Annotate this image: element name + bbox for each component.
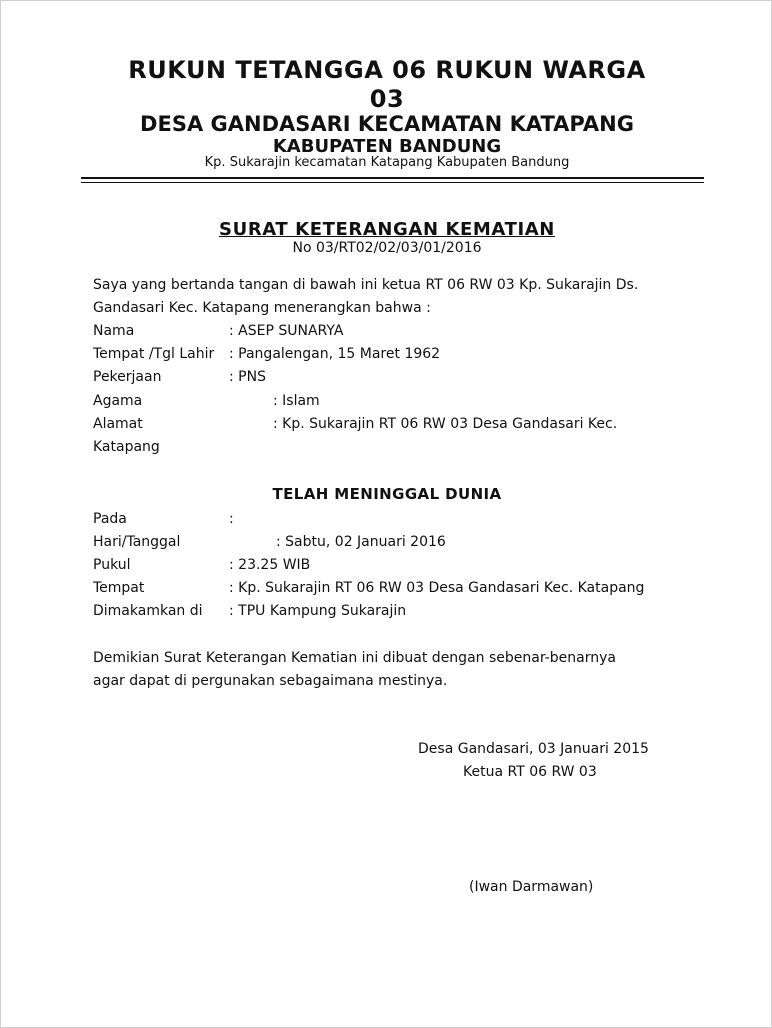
letter-title: SURAT KETERANGAN KEMATIAN — [219, 219, 555, 240]
hari-tanggal-label: Hari/Tanggal — [93, 534, 181, 550]
letter-subtitle: TELAH MENINGGAL DUNIA — [272, 485, 502, 503]
tempat-label: Tempat — [93, 580, 145, 596]
ttl-value: : Pangalengan, 15 Maret 1962 — [229, 346, 441, 362]
nama-label: Nama — [93, 323, 135, 339]
header-line-2: 03 — [369, 85, 405, 113]
intro-line-2: Gandasari Kec. Katapang menerangkan bahwa : — [93, 300, 431, 316]
closing-line-1: Demikian Surat Keterangan Kematian ini dibuat dengan sebenar-benarnya — [93, 650, 616, 666]
pekerjaan-value: : PNS — [229, 369, 266, 385]
signature-name: (Iwan Darmawan) — [469, 879, 594, 895]
header-line-1: RUKUN TETANGGA 06 RUKUN WARGA — [128, 56, 646, 84]
hari-tanggal-value: : Sabtu, 02 Januari 2016 — [276, 534, 446, 550]
dimakamkan-value: : TPU Kampung Sukarajin — [229, 603, 407, 619]
nama-value: : ASEP SUNARYA — [229, 323, 344, 339]
dimakamkan-label: Dimakamkan di — [93, 603, 203, 619]
pukul-value: : 23.25 WIB — [229, 557, 311, 573]
signature-place-date: Desa Gandasari, 03 Januari 2015 — [418, 741, 649, 757]
pukul-label: Pukul — [93, 557, 131, 573]
signature-position: Ketua RT 06 RW 03 — [463, 764, 597, 780]
intro-line-1: Saya yang bertanda tangan di bawah ini ketua RT 06 RW 03 Kp. Sukarajin Ds. — [93, 277, 639, 293]
alamat-continuation: Katapang — [93, 439, 160, 455]
pekerjaan-label: Pekerjaan — [93, 369, 162, 385]
pada-value: : — [229, 511, 234, 527]
header-rule-thin — [81, 182, 704, 183]
agama-value: : Islam — [273, 393, 320, 409]
tempat-value: : Kp. Sukarajin RT 06 RW 03 Desa Gandasari Kec. Katapang — [229, 580, 645, 596]
letter-number: No 03/RT02/02/03/01/2016 — [292, 240, 482, 256]
header-line-3: DESA GANDASARI KECAMATAN KATAPANG — [140, 112, 634, 136]
ttl-label: Tempat /Tgl Lahir — [93, 346, 215, 362]
header-line-4: KABUPATEN BANDUNG — [272, 136, 502, 157]
pada-label: Pada — [93, 511, 127, 527]
agama-label: Agama — [93, 393, 143, 409]
header-address: Kp. Sukarajin kecamatan Katapang Kabupaten Bandung — [204, 155, 570, 170]
header-rule-thick — [81, 177, 704, 179]
alamat-label: Alamat — [93, 416, 143, 432]
closing-line-2: agar dapat di pergunakan sebagaimana mestinya. — [93, 673, 448, 689]
alamat-value: : Kp. Sukarajin RT 06 RW 03 Desa Gandasari Kec. — [273, 416, 618, 432]
